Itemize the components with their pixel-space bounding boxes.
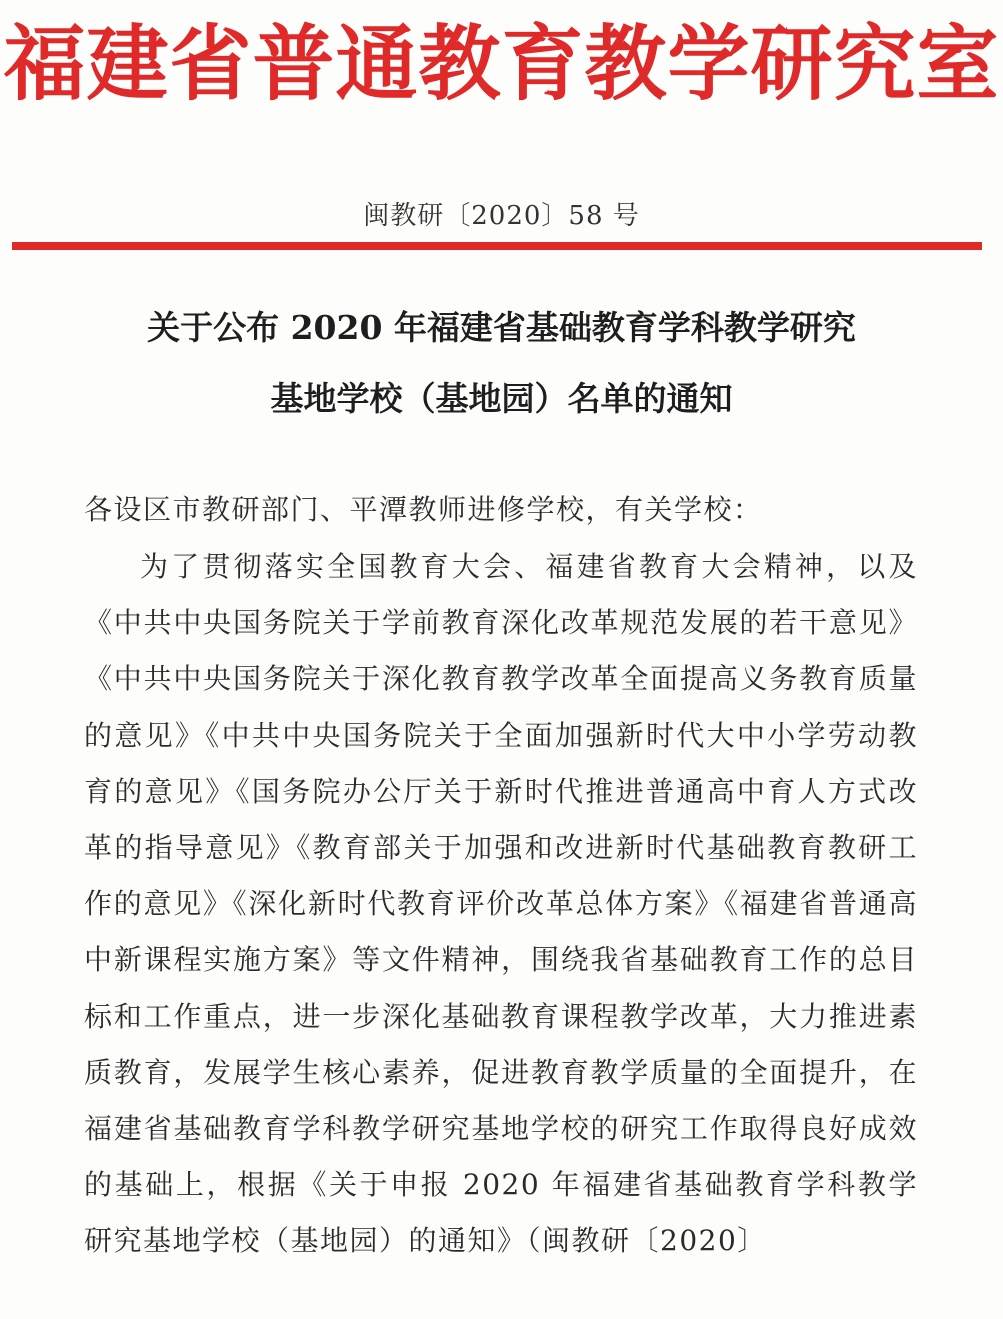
document-title-line-1: 关于公布 2020 年福建省基础教育学科教学研究: [147, 308, 856, 347]
salutation: 各设区市教研部门、平潭教师进修学校，有关学校：: [84, 493, 763, 526]
document-number: 闽教研〔2020〕58 号: [363, 201, 640, 231]
document-title-line-2: 基地学校（基地园）名单的通知: [270, 379, 733, 418]
letterhead-red-rule: [12, 242, 982, 250]
body-paragraph: 为了贯彻落实全国教育大会、福建省教育大会精神，以及《中共中央国务院关于学前教育深化改革规范发展的若干意见》《中共中央国务院关于深化教育教学改革全面提高义务教育质量的意见》《中共中央国务院关于全面加强新时代大中小学劳动教育的意见》《国务院办公厅关于新时代推进普通高中育人方式改革的指导意见》《教育部关于加强和改进新时代基础教育教研工作的意见》《深化新时代教育评价改革总体方案》《福建省普通高中新课程实施方案》等文件精神，围绕我省基础教育工作的总目标和工作重点，进一步深化基础教育课程教学改革，大力推进素质教育，发展学生核心素养，促进教育教学质量的全面提升，在福建省基础教育学科教学研究基地学校的研究工作取得良好成效的基础上，根据《关于申报 2020 年福建省基础教育学科教学研究基地学校（基地园）的通知》（闽教研〔2020〕: [84, 550, 918, 1258]
letterhead-org-name: 福建省普通教育教学研究室: [3, 16, 1000, 112]
